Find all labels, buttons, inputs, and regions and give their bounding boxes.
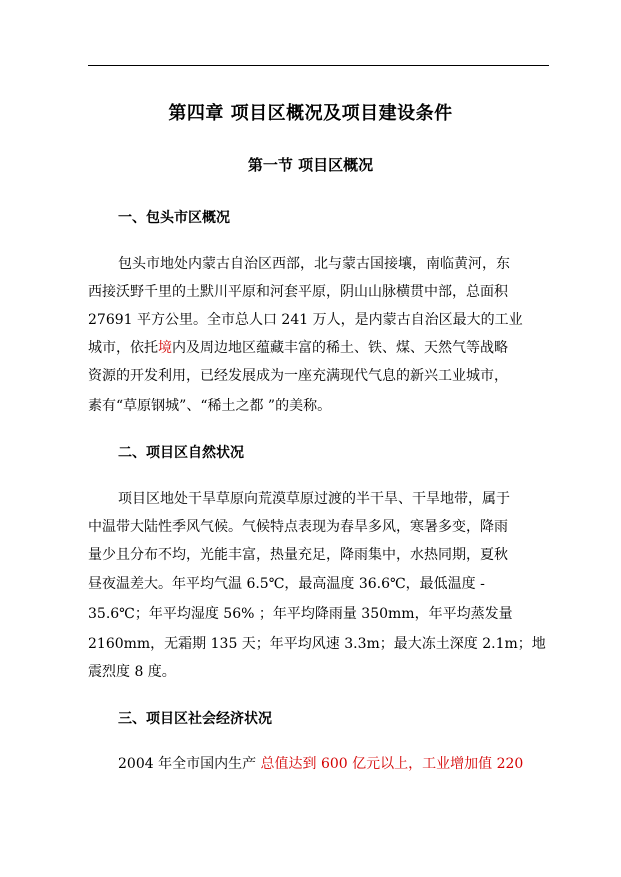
paragraph-line: 昼夜温差大。年平均气温 6.5℃，最高温度 36.6℃，最低温度 - — [88, 576, 485, 592]
header-rule — [88, 65, 549, 66]
paragraph-line: 包头市地处内蒙古自治区西部，北与蒙古国接壤，南临黄河，东 — [118, 256, 510, 272]
text-run: 城市，依托 — [88, 340, 158, 356]
paragraph-line: 震烈度 8 度。 — [88, 664, 176, 680]
paragraph-line — [88, 338, 508, 358]
subsection-heading-natural: 二、项目区自然状况 — [118, 445, 244, 461]
text-run: 内及周边地区蕴藏丰富的稀土、铁、煤、天然气等战略 — [172, 340, 508, 356]
paragraph-line: 素有“草原钢城”、“稀土之都 ”的美称。 — [88, 398, 332, 414]
highlighted-text: 境 — [158, 340, 172, 356]
paragraph-line: 中温带大陆性季风气候。气候特点表现为春旱多风，寒暑多变，降雨 — [88, 519, 508, 535]
paragraph-line: 2160mm，无霜期 135 天；年平均风速 3.3m；最大冻土深度 2.1m；地 — [88, 636, 546, 652]
paragraph-line: 项目区地处干旱草原向荒漠草原过渡的半干旱、干旱地带，属于 — [118, 491, 510, 507]
paragraph-line: 量少且分布不均，光能丰富，热量充足，降雨集中，水热同期，夏秋 — [88, 547, 508, 563]
highlighted-text: 总值达到 600 亿元以上，工业增加值 220 — [260, 756, 524, 772]
text-run: 2004 年全市国内生产 — [118, 756, 261, 772]
section-title: 第一节 项目区概况 — [247, 156, 374, 174]
paragraph-line: 资源的开发利用，已经发展成为一座充满现代气息的新兴工业城市， — [88, 368, 508, 384]
paragraph-line: 35.6℃；年平均湿度 56% ；年平均降雨量 350mm，年平均蒸发量 — [88, 606, 513, 622]
subsection-heading-baotou: 一、包头市区概况 — [118, 210, 230, 226]
paragraph-line — [118, 754, 523, 774]
chapter-title: 第四章 项目区概况及项目建设条件 — [168, 103, 453, 124]
paragraph-line: 西接沃野千里的土默川平原和河套平原，阴山山脉横贯中部，总面积 — [88, 284, 508, 300]
paragraph-line: 27691 平方公里。全市总人口 241 万人，是内蒙古自治区最大的工业 — [88, 312, 523, 328]
subsection-heading-socioeconomic: 三、项目区社会经济状况 — [118, 711, 272, 727]
